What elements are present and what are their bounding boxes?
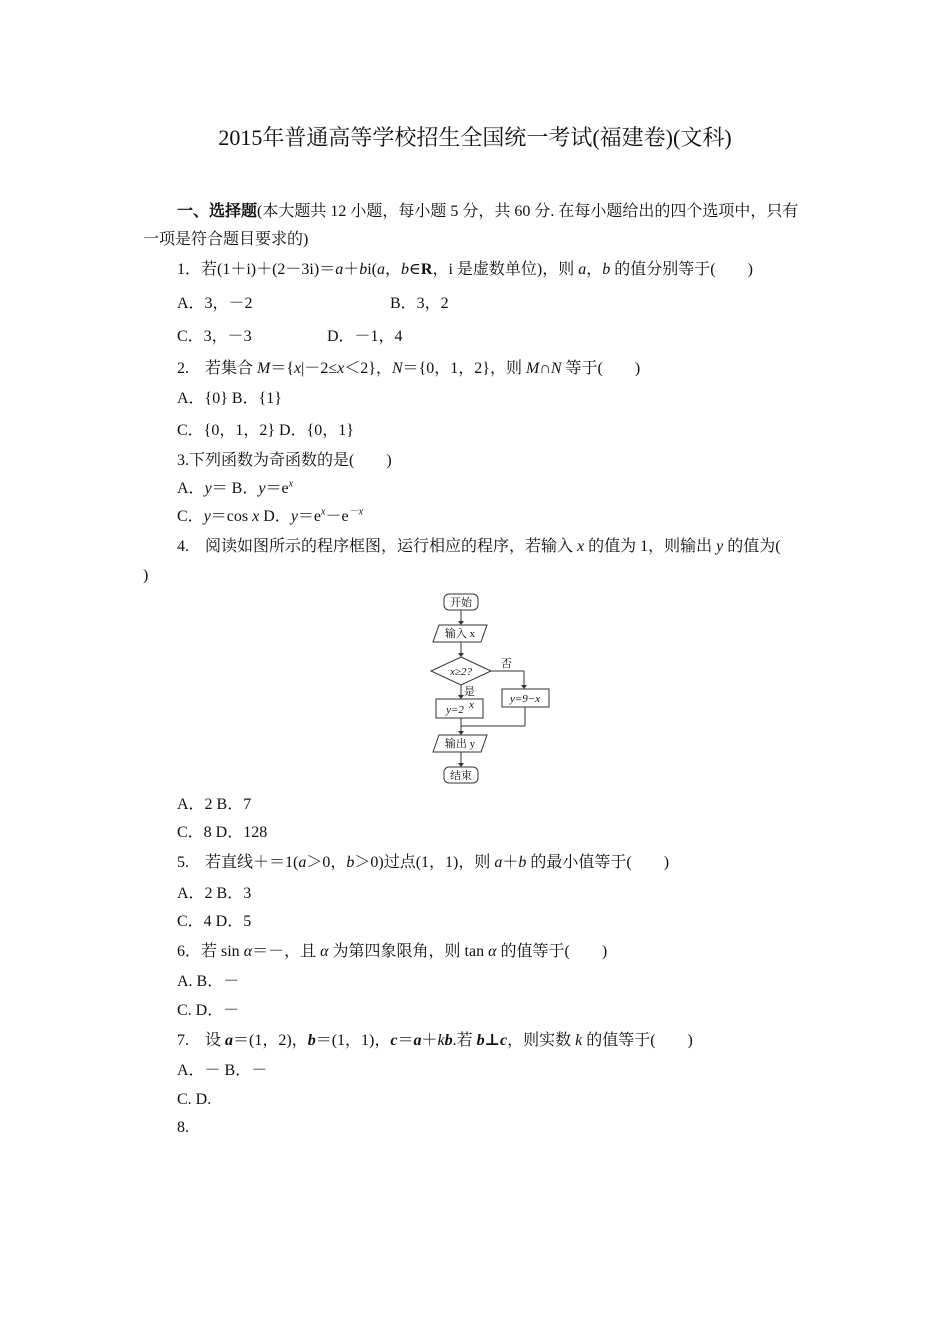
question-3-options-ab: A．y＝ B．$y=e^x$ bbox=[177, 478, 294, 497]
question-4-stem: 4. 阅读如图所示的程序框图，运行相应的程序，若输入 x 的值为 1，则输出 y 的值为( bbox=[177, 538, 781, 555]
flowchart-yes-label: 是 bbox=[464, 686, 475, 698]
question-3-options-cd: C．y＝cos x D．$y=e^x-e^{-x}$ bbox=[177, 506, 364, 525]
flowchart-yes-box-superscript: x bbox=[469, 699, 474, 711]
question-1-stem: 1．若(1＋i)＋(2－3i)＝a＋bi(a，b∈R，i 是虚数单位)，则 a，b 的值分别等于( ) bbox=[177, 261, 753, 278]
question-7-options-cd: C. D. bbox=[177, 1091, 212, 1108]
question-1-option-b: B．3，2 bbox=[390, 295, 449, 312]
flowchart-arrowhead bbox=[458, 621, 464, 625]
flowchart-yes-box-label: y=2 bbox=[446, 704, 464, 716]
section-intro-text: (本大题共 12 小题，每小题 5 分，共 60 分. 在每小题给出的四个选项中，只有 bbox=[257, 203, 799, 220]
question-7-stem: 7. 设 a＝(1，2)，b＝(1，1)，c＝a＋kb.若 b⊥c，则实数 k 的值等于( ) bbox=[177, 1032, 693, 1049]
question-5-options-ab: A．2 B．3 bbox=[177, 885, 252, 902]
question-4-options-ab: A．2 B．7 bbox=[177, 796, 252, 813]
question-2-options-cd: C．{0，1，2} D．{0，1} bbox=[177, 422, 354, 439]
question-6-stem: 6．若 sin α＝－，且 α 为第四象限角，则 tan α 的值等于( ) bbox=[177, 943, 608, 960]
question-7-options-ab: A．－ B．－ bbox=[177, 1062, 268, 1079]
flowchart-arrowhead bbox=[458, 763, 464, 767]
question-1-option-c: C．3，－3 bbox=[177, 328, 252, 345]
question-4-options-cd: C．8 D．128 bbox=[177, 824, 268, 841]
flowchart-decision-label: x≥2? bbox=[450, 666, 472, 678]
question-5-options-cd: C．4 D．5 bbox=[177, 913, 252, 930]
flowchart-start-label: 开始 bbox=[450, 597, 472, 609]
question-1-option-d: D．－1，4 bbox=[327, 328, 403, 345]
flowchart-input-label: 输入 x bbox=[444, 628, 476, 640]
program-flowchart bbox=[425, 592, 555, 788]
flowchart-end-label: 结束 bbox=[450, 770, 472, 782]
flowchart-arrowhead bbox=[521, 685, 527, 689]
section-heading: 一、选择题 bbox=[177, 203, 258, 220]
question-6-options-ab: A. B．－ bbox=[177, 973, 240, 990]
question-6-options-cd: C. D．－ bbox=[177, 1002, 240, 1019]
question-4-stem-end: ) bbox=[143, 567, 149, 584]
question-8-number: 8. bbox=[177, 1119, 189, 1136]
flowchart-arrowhead bbox=[458, 731, 464, 735]
page-title: 2015年普通高等学校招生全国统一考试(福建卷)(文科) bbox=[218, 125, 732, 150]
question-2-options-ab: A．{0} B．{1} bbox=[177, 390, 282, 407]
flowchart-no-box-label: y=9−x bbox=[509, 693, 541, 705]
flowchart-output-label: 输出 y bbox=[444, 738, 476, 750]
section-intro-line-2: 一项是符合题目要求的) bbox=[143, 231, 309, 248]
question-3-stem: 3.下列函数为奇函数的是( ) bbox=[177, 452, 392, 469]
question-2-stem: 2. 若集合 M＝{x|－2≤x＜2}，N＝{0，1，2}，则 M∩N 等于( ) bbox=[177, 360, 641, 377]
question-5-stem: 5. 若直线＋＝1(a＞0，b＞0)过点(1，1)，则 a＋b 的最小值等于( ) bbox=[177, 854, 670, 871]
flowchart-no-label: 否 bbox=[501, 658, 512, 670]
flowchart-arrowhead bbox=[458, 653, 464, 657]
section-intro-line-1 bbox=[177, 202, 798, 222]
question-1-option-a: A．3，－2 bbox=[177, 295, 253, 312]
